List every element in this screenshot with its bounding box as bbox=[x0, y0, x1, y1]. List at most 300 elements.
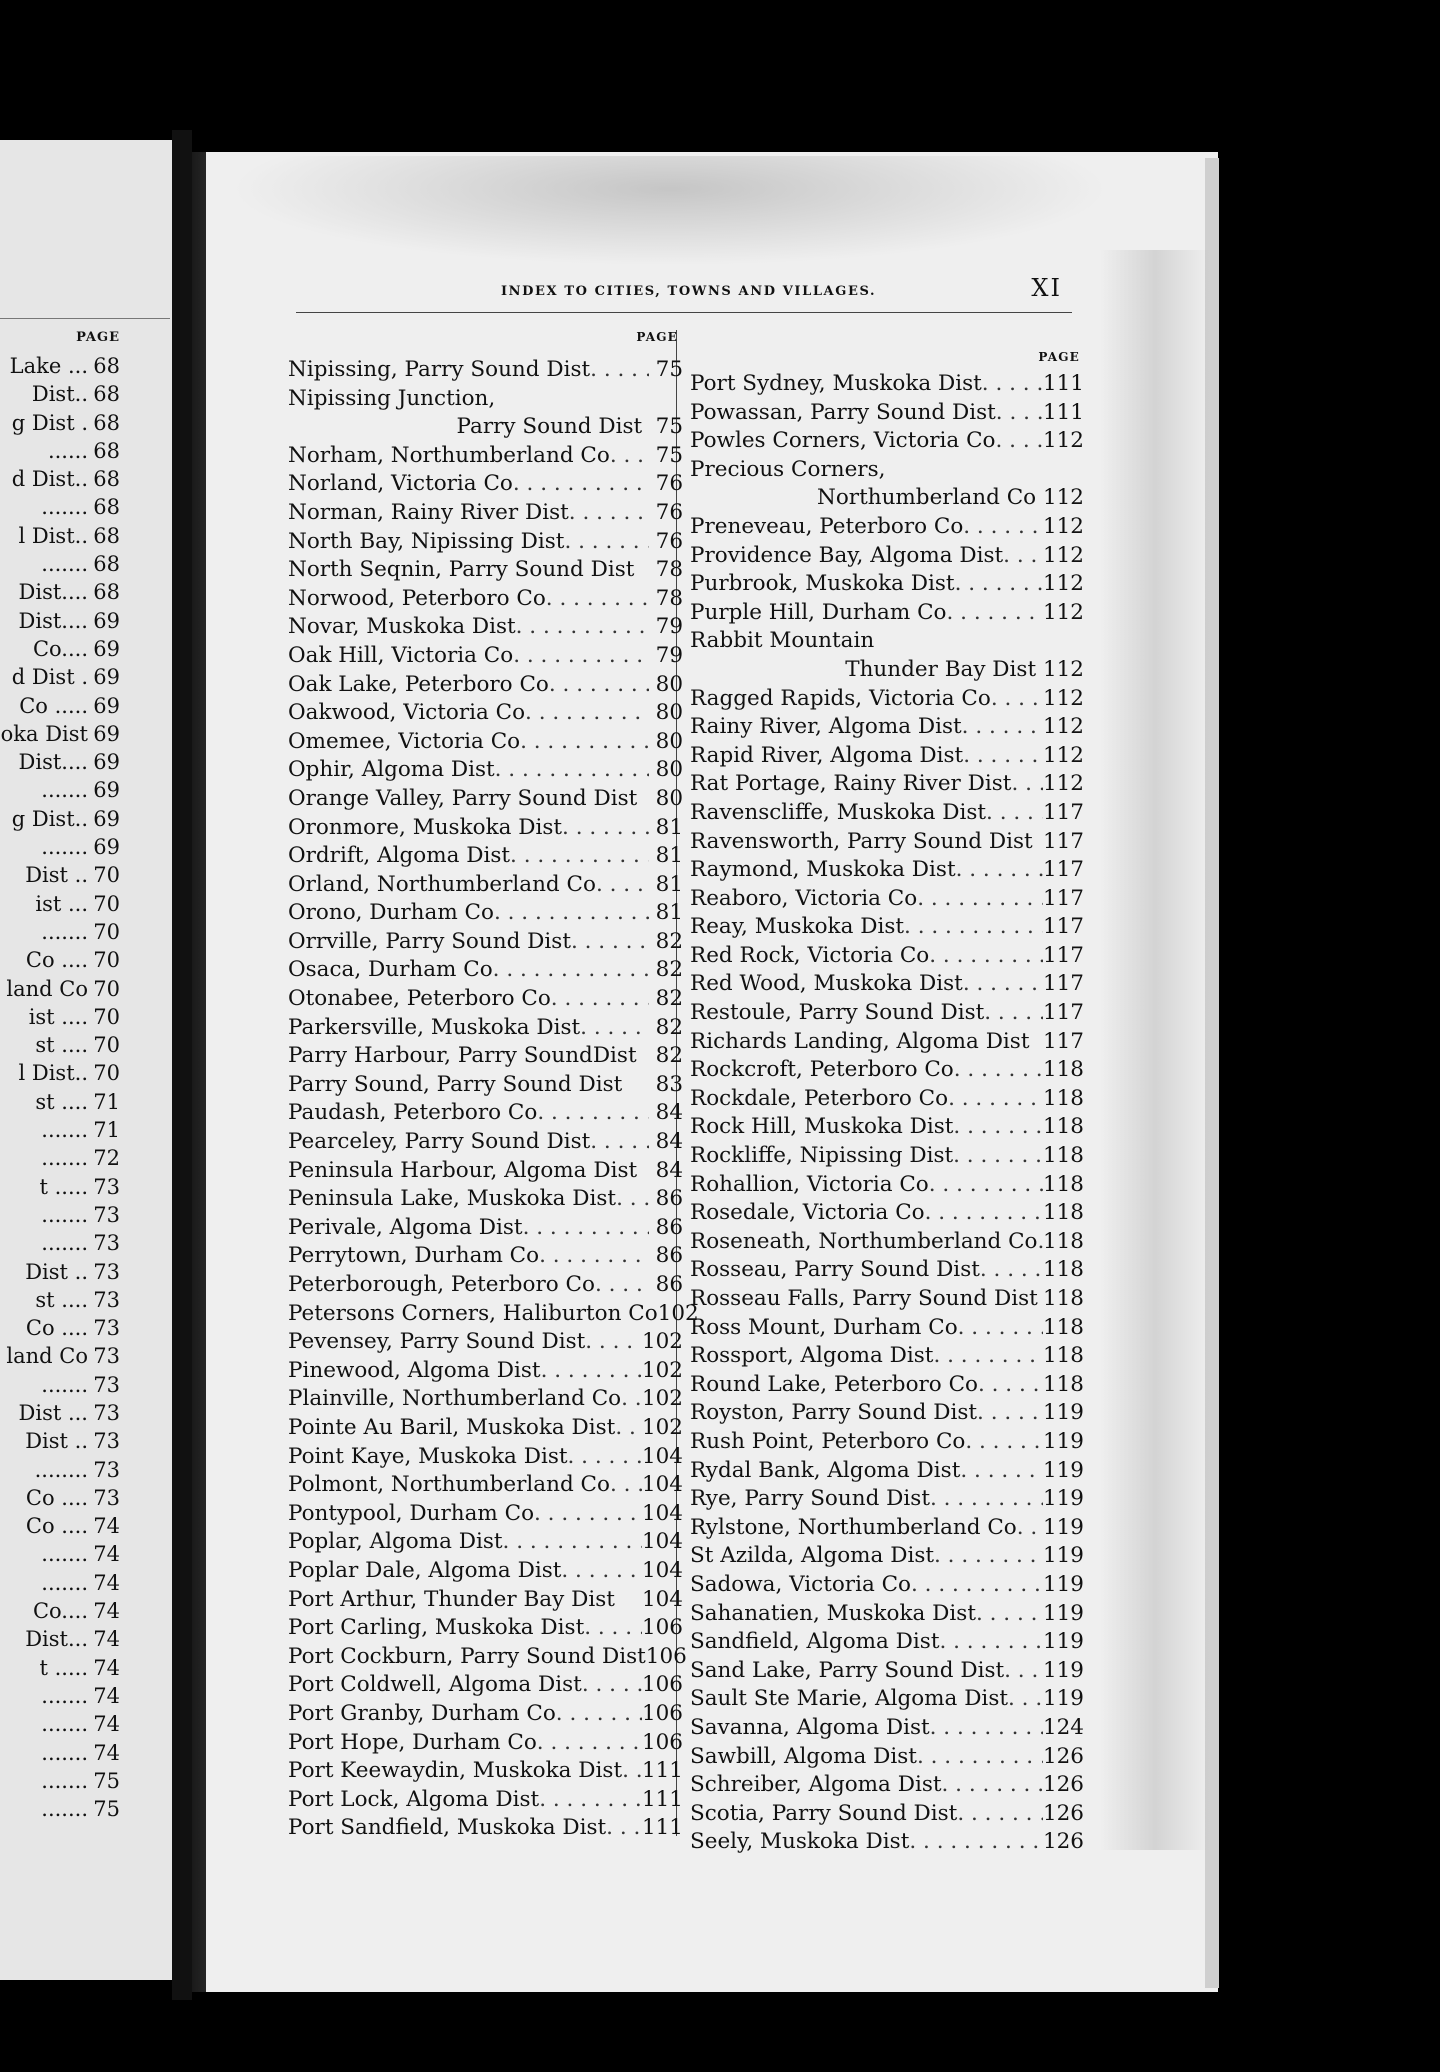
dot-leader bbox=[590, 356, 649, 385]
left-entry-page-number: 71 bbox=[93, 1089, 120, 1114]
left-entry-page-number: 69 bbox=[93, 750, 120, 775]
index-entry bbox=[288, 871, 683, 900]
entry-name: Plainville, Northumberland Co bbox=[288, 1386, 622, 1412]
left-entry-text: ....... bbox=[41, 1797, 88, 1822]
index-entry bbox=[690, 1685, 1084, 1714]
entry-name: Sand Lake, Parry Sound Dist bbox=[690, 1657, 1005, 1683]
index-entry bbox=[690, 913, 1084, 942]
entry-name: Poplar, Algoma Dist bbox=[288, 1529, 503, 1555]
entry-page-number: 119 bbox=[1042, 1457, 1084, 1483]
entry-name: Rosedale, Victoria Co bbox=[690, 1200, 925, 1226]
entry-name: Thunder Bay Dist bbox=[845, 656, 1037, 682]
index-entry bbox=[690, 1542, 1084, 1571]
entry-page-number: 117 bbox=[1042, 799, 1084, 825]
entry-page-number: 104 bbox=[641, 1500, 683, 1526]
index-entry bbox=[690, 770, 1084, 799]
left-entry-text: Dist ... bbox=[18, 1400, 88, 1425]
left-entry-text: ....... bbox=[41, 778, 88, 803]
entry-page-number: 106 bbox=[641, 1729, 683, 1755]
entry-name: Norwood, Peterboro Co bbox=[288, 585, 546, 611]
entry-page-number: 84 bbox=[655, 1129, 683, 1155]
entry-page-number: 112 bbox=[1042, 513, 1084, 539]
left-entry-text: ....... bbox=[41, 552, 88, 577]
dot-leader bbox=[929, 942, 1043, 971]
dot-leader bbox=[953, 1113, 1043, 1142]
entry-page-number: 126 bbox=[1042, 1829, 1084, 1855]
entry-name: Ragged Rapids, Victoria Co bbox=[690, 685, 991, 711]
dot-leader bbox=[537, 1729, 642, 1758]
entry-page-number: 76 bbox=[655, 471, 683, 497]
dot-leader bbox=[986, 799, 1043, 828]
left-entry-page-number: 70 bbox=[93, 1004, 120, 1029]
left-entry-page-number: 68 bbox=[93, 552, 120, 577]
left-index-entry bbox=[0, 663, 120, 691]
entry-name: Rossport, Algoma Dist bbox=[690, 1343, 934, 1369]
left-index-entry bbox=[0, 805, 120, 833]
entry-name: Norham, Northumberland Co bbox=[288, 442, 610, 468]
left-entry-text: oka Dist bbox=[0, 721, 88, 746]
left-index-entry bbox=[0, 692, 120, 720]
dot-leader bbox=[963, 970, 1043, 999]
left-index-entry bbox=[0, 1597, 120, 1625]
column-b-page-label: PAGE bbox=[1038, 350, 1080, 364]
entry-name: Pontypool, Durham Co bbox=[288, 1500, 535, 1526]
index-entry bbox=[690, 885, 1084, 914]
entry-page-number: 80 bbox=[655, 671, 683, 697]
index-entry bbox=[288, 1757, 683, 1786]
index-entry bbox=[288, 671, 683, 700]
left-entry-page-number: 69 bbox=[93, 693, 120, 718]
left-entry-page-number: 74 bbox=[93, 1542, 120, 1567]
index-entry bbox=[690, 1485, 1084, 1514]
dot-leader bbox=[622, 1757, 642, 1786]
entry-page-number: 79 bbox=[655, 642, 683, 668]
dot-leader bbox=[539, 1242, 649, 1271]
left-entry-text: Co.... bbox=[32, 636, 88, 661]
dot-leader bbox=[537, 1099, 649, 1128]
entry-page-number: 104 bbox=[641, 1443, 683, 1469]
index-entry bbox=[690, 1314, 1084, 1343]
dot-leader bbox=[917, 885, 1043, 914]
dot-leader bbox=[1017, 1514, 1043, 1543]
entry-page-number: 118 bbox=[1042, 1314, 1084, 1340]
index-entry bbox=[288, 1014, 683, 1043]
left-entry-page-number: 74 bbox=[93, 1655, 120, 1680]
index-entry bbox=[288, 1557, 683, 1586]
index-entry bbox=[690, 1800, 1084, 1829]
left-entry-page-number: 69 bbox=[93, 665, 120, 690]
left-index-entry bbox=[0, 409, 120, 437]
left-entry-page-number: 70 bbox=[93, 1061, 120, 1086]
dot-leader bbox=[930, 1485, 1043, 1514]
index-entry bbox=[288, 1700, 683, 1729]
column-a-list bbox=[288, 356, 699, 1843]
left-index-entry bbox=[0, 1116, 120, 1144]
running-title: INDEX TO CITIES, TOWNS AND VILLAGES. bbox=[501, 284, 877, 299]
left-entry-page-number: 73 bbox=[93, 1174, 120, 1199]
entry-page-number: 80 bbox=[655, 728, 683, 754]
left-entry-page-number: 68 bbox=[93, 354, 120, 378]
entry-name: Port Granby, Durham Co bbox=[288, 1700, 556, 1726]
entry-name: Paudash, Peterboro Co bbox=[288, 1100, 538, 1126]
index-entry bbox=[288, 585, 683, 614]
index-entry bbox=[690, 1113, 1084, 1142]
left-entry-page-number: 73 bbox=[93, 1202, 120, 1227]
dot-leader bbox=[984, 999, 1043, 1028]
entry-name: Schreiber, Algoma Dist bbox=[690, 1772, 942, 1798]
entry-name: Orland, Northumberland Co bbox=[288, 871, 596, 897]
entry-name: Pearceley, Parry Sound Dist bbox=[288, 1129, 591, 1155]
left-entry-page-number: 70 bbox=[93, 976, 120, 1001]
dot-leader bbox=[621, 1385, 642, 1414]
entry-page-number: 118 bbox=[1042, 1114, 1084, 1140]
left-entry-page-number: 74 bbox=[93, 1514, 120, 1539]
entry-name: Perivale, Algoma Dist bbox=[288, 1214, 523, 1240]
entry-page-number: 119 bbox=[1042, 1543, 1084, 1569]
entry-page-number: 78 bbox=[655, 585, 683, 611]
entry-page-number: 80 bbox=[655, 757, 683, 783]
left-entry-text: Lake ... bbox=[9, 354, 88, 378]
left-entry-page-number: 69 bbox=[93, 778, 120, 803]
left-entry-page-number: 75 bbox=[93, 1797, 120, 1822]
entry-name: Rohallion, Victoria Co bbox=[690, 1171, 929, 1197]
column-a-page-label: PAGE bbox=[636, 330, 678, 344]
index-entry bbox=[690, 1399, 1084, 1428]
index-entry bbox=[690, 1743, 1084, 1772]
left-entry-text: ....... bbox=[41, 1146, 88, 1171]
dot-leader bbox=[561, 1557, 642, 1586]
left-page-label: PAGE bbox=[76, 330, 120, 345]
entry-name: Port Keewaydin, Muskoka Dist bbox=[288, 1758, 623, 1784]
entry-page-number: 119 bbox=[1042, 1428, 1084, 1454]
left-entry-page-number: 74 bbox=[93, 1683, 120, 1708]
left-entry-page-number: 71 bbox=[93, 1118, 120, 1143]
entry-name: Rosseau Falls, Parry Sound Dist bbox=[690, 1286, 1038, 1311]
dot-leader bbox=[904, 913, 1043, 942]
entry-page-number: 118 bbox=[1042, 1371, 1084, 1397]
index-entry bbox=[288, 1300, 699, 1329]
entry-page-number: 104 bbox=[641, 1472, 683, 1498]
index-entry bbox=[288, 556, 683, 585]
dot-leader bbox=[595, 1271, 649, 1300]
entry-page-number: 112 bbox=[1042, 485, 1084, 511]
entry-name: Sadowa, Victoria Co bbox=[690, 1571, 911, 1597]
entry-page-number: 117 bbox=[1042, 942, 1084, 968]
entry-page-number: 106 bbox=[641, 1700, 683, 1726]
entry-page-number: 106 bbox=[645, 1643, 687, 1669]
entry-page-number: 117 bbox=[1042, 914, 1084, 940]
left-entry-page-number: 73 bbox=[93, 1457, 120, 1482]
entry-page-number: 119 bbox=[1042, 1657, 1084, 1683]
dot-leader bbox=[1011, 770, 1043, 799]
index-entry bbox=[288, 785, 683, 814]
entry-name: Savanna, Algoma Dist bbox=[690, 1714, 930, 1740]
left-entry-page-number: 68 bbox=[93, 467, 120, 492]
index-entry bbox=[288, 1185, 683, 1214]
index-entry bbox=[288, 1157, 683, 1186]
dot-leader bbox=[960, 1457, 1043, 1486]
left-entry-text: g Dist.. bbox=[11, 806, 88, 831]
entry-name: Purple Hill, Durham Co bbox=[690, 599, 947, 625]
entry-name: Oak Lake, Peterboro Co bbox=[288, 671, 549, 697]
left-entry-page-number: 68 bbox=[93, 382, 120, 407]
left-page-index-list bbox=[0, 352, 120, 1823]
left-entry-text: d Dist.. bbox=[11, 467, 88, 492]
entry-page-number: 119 bbox=[1042, 1486, 1084, 1512]
index-entry bbox=[288, 756, 683, 785]
index-entry bbox=[690, 799, 1084, 828]
left-index-entry bbox=[0, 352, 120, 380]
entry-page-number: 126 bbox=[1042, 1743, 1084, 1769]
index-entry bbox=[288, 1814, 683, 1843]
left-index-entry bbox=[0, 1569, 120, 1597]
left-entry-page-number: 69 bbox=[93, 721, 120, 746]
left-entry-page-number: 73 bbox=[93, 1231, 120, 1256]
entry-name: Richards Landing, Algoma Dist bbox=[690, 1028, 1030, 1054]
left-index-entry bbox=[0, 1456, 120, 1484]
left-entry-page-number: 74 bbox=[93, 1712, 120, 1737]
left-entry-page-number: 73 bbox=[93, 1344, 120, 1369]
entry-page-number: 118 bbox=[1042, 1057, 1084, 1083]
entry-name: Precious Corners, bbox=[690, 456, 886, 482]
dot-leader bbox=[539, 1786, 642, 1815]
entry-page-number: 112 bbox=[1042, 714, 1084, 740]
left-entry-text: Dist .. bbox=[25, 1429, 88, 1454]
entry-name: Royston, Parry Sound Dist bbox=[690, 1400, 978, 1426]
dot-leader bbox=[962, 713, 1043, 742]
index-entry bbox=[690, 1028, 1084, 1057]
dot-leader bbox=[930, 1714, 1043, 1743]
left-entry-text: st .... bbox=[35, 1033, 88, 1058]
index-entry bbox=[288, 1071, 683, 1100]
entry-page-number: 86 bbox=[655, 1214, 683, 1240]
dot-leader bbox=[911, 1571, 1043, 1600]
entry-name: Oak Hill, Victoria Co bbox=[288, 642, 514, 668]
dot-leader bbox=[606, 1814, 642, 1843]
dot-leader bbox=[596, 871, 649, 900]
dot-leader bbox=[982, 370, 1043, 399]
entry-page-number: 118 bbox=[1042, 1228, 1084, 1254]
left-entry-text: ....... bbox=[41, 835, 88, 860]
left-entry-text: Co .... bbox=[25, 1485, 88, 1510]
dot-leader bbox=[585, 1328, 642, 1357]
entry-name: Omemee, Victoria Co bbox=[288, 728, 521, 754]
left-entry-page-number: 69 bbox=[93, 806, 120, 831]
left-index-entry bbox=[0, 1540, 120, 1568]
entry-page-number: 84 bbox=[655, 1100, 683, 1126]
entry-page-number: 75 bbox=[655, 414, 683, 440]
entry-page-number: 78 bbox=[655, 557, 683, 583]
index-entry bbox=[288, 1528, 683, 1557]
index-entry bbox=[690, 713, 1084, 742]
dot-leader bbox=[948, 1085, 1043, 1114]
dot-leader bbox=[513, 470, 649, 499]
left-entry-text: land Co bbox=[6, 976, 88, 1001]
entry-page-number: 117 bbox=[1042, 828, 1084, 854]
index-entry bbox=[690, 1171, 1084, 1200]
left-index-entry bbox=[0, 493, 120, 521]
left-index-entry bbox=[0, 720, 120, 748]
dot-leader bbox=[610, 442, 649, 471]
entry-page-number: 118 bbox=[1042, 1257, 1084, 1283]
entry-name: Rat Portage, Rainy River Dist bbox=[690, 771, 1012, 797]
left-entry-text: Co .... bbox=[25, 948, 88, 973]
dot-leader bbox=[955, 570, 1043, 599]
entry-name: Port Arthur, Thunder Bay Dist bbox=[288, 1586, 615, 1612]
index-entry bbox=[288, 928, 683, 957]
entry-name: Port Sandfield, Muskoka Dist bbox=[288, 1815, 607, 1841]
left-entry-page-number: 68 bbox=[93, 495, 120, 520]
left-entry-page-number: 74 bbox=[93, 1599, 120, 1624]
left-entry-page-number: 75 bbox=[93, 1768, 120, 1793]
entry-page-number: 117 bbox=[1042, 1028, 1084, 1054]
entry-page-number: 119 bbox=[1042, 1514, 1084, 1540]
left-entry-page-number: 74 bbox=[93, 1570, 120, 1595]
left-entry-text: ....... bbox=[41, 1231, 88, 1256]
dot-leader bbox=[934, 1542, 1043, 1571]
left-index-entry bbox=[0, 1682, 120, 1710]
left-entry-text: ....... bbox=[41, 1542, 88, 1567]
entry-name: Rylstone, Northumberland Co bbox=[690, 1514, 1017, 1540]
entry-name: Scotia, Parry Sound Dist bbox=[690, 1800, 958, 1826]
left-entry-page-number: 68 bbox=[93, 438, 120, 463]
index-entry bbox=[690, 999, 1084, 1028]
dot-leader bbox=[995, 427, 1042, 456]
entry-page-number: 119 bbox=[1042, 1400, 1084, 1426]
entry-name: Perrytown, Durham Co bbox=[288, 1243, 540, 1269]
left-entry-text: ....... bbox=[41, 495, 88, 520]
entry-name: Restoule, Parry Sound Dist bbox=[690, 1000, 985, 1026]
left-index-entry bbox=[0, 1314, 120, 1342]
index-entry bbox=[288, 1214, 683, 1243]
index-entry bbox=[690, 742, 1084, 771]
dot-leader bbox=[582, 1671, 642, 1700]
entry-name: Point Kaye, Muskoka Dist bbox=[288, 1443, 568, 1469]
entry-page-number: 106 bbox=[641, 1615, 683, 1641]
dot-leader bbox=[909, 1828, 1043, 1857]
entry-page-number: 80 bbox=[655, 700, 683, 726]
entry-name: Rydal Bank, Algoma Dist bbox=[690, 1457, 961, 1483]
entry-name: Ravenscliffe, Muskoka Dist bbox=[690, 799, 987, 825]
page-header bbox=[296, 272, 1072, 313]
entry-name: Orono, Durham Co bbox=[288, 900, 494, 926]
left-index-entry bbox=[0, 1371, 120, 1399]
entry-name: Parry Harbour, Parry SoundDist bbox=[288, 1043, 637, 1069]
left-entry-text: ....... bbox=[41, 1118, 88, 1143]
entry-page-number: 104 bbox=[641, 1586, 683, 1612]
entry-name: Rabbit Mountain bbox=[690, 628, 875, 654]
left-entry-page-number: 70 bbox=[93, 919, 120, 944]
entry-name: Orrville, Parry Sound Dist bbox=[288, 928, 571, 954]
entry-name: Reaboro, Victoria Co bbox=[690, 885, 918, 911]
index-entry bbox=[690, 1514, 1084, 1543]
dot-leader bbox=[933, 1342, 1043, 1371]
left-index-entry bbox=[0, 1059, 120, 1087]
dot-leader bbox=[541, 1357, 642, 1386]
dot-leader bbox=[556, 1700, 642, 1729]
index-entry bbox=[690, 513, 1084, 542]
entry-page-number: 75 bbox=[655, 442, 683, 468]
left-index-entry bbox=[0, 1003, 120, 1031]
entry-page-number: 76 bbox=[655, 499, 683, 525]
entry-name: Port Hope, Durham Co bbox=[288, 1729, 537, 1755]
dot-leader bbox=[963, 513, 1043, 542]
left-index-entry bbox=[0, 380, 120, 408]
dot-leader bbox=[965, 1428, 1043, 1457]
entry-name: Red Wood, Muskoka Dist bbox=[690, 971, 963, 997]
entry-page-number: 117 bbox=[1042, 857, 1084, 883]
entry-name: Norland, Victoria Co bbox=[288, 471, 513, 497]
entry-name: Pevensey, Parry Sound Dist bbox=[288, 1329, 586, 1355]
index-entry bbox=[690, 970, 1084, 999]
entry-name: Novar, Muskoka Dist bbox=[288, 614, 516, 640]
entry-page-number: 119 bbox=[1042, 1571, 1084, 1597]
index-entry bbox=[288, 1586, 683, 1615]
entry-page-number: 82 bbox=[655, 986, 683, 1012]
entry-page-number: 76 bbox=[655, 528, 683, 554]
dot-leader bbox=[963, 742, 1043, 771]
entry-page-number: 80 bbox=[655, 785, 683, 811]
entry-name: Pinewood, Algoma Dist bbox=[288, 1357, 541, 1383]
entry-name: Port Sydney, Muskoka Dist bbox=[690, 371, 982, 396]
left-index-entry bbox=[0, 1286, 120, 1314]
left-entry-text: Dist... bbox=[25, 1627, 88, 1652]
entry-page-number: 102 bbox=[657, 1300, 699, 1326]
left-entry-text: ....... bbox=[41, 919, 88, 944]
entry-name: Rye, Parry Sound Dist bbox=[690, 1486, 930, 1512]
entry-name: Parry Sound Dist bbox=[456, 414, 643, 440]
index-entry bbox=[288, 728, 683, 757]
index-entry bbox=[288, 814, 683, 843]
entry-name: Rainy River, Algoma Dist bbox=[690, 714, 962, 740]
entry-page-number: 79 bbox=[655, 614, 683, 640]
entry-page-number: 117 bbox=[1042, 885, 1084, 911]
left-entry-text: ....... bbox=[41, 1372, 88, 1397]
left-entry-text: Dist.... bbox=[18, 608, 88, 633]
dot-leader bbox=[957, 1800, 1043, 1829]
index-entry bbox=[690, 1056, 1084, 1085]
page-edge bbox=[1205, 158, 1219, 1988]
dot-leader bbox=[564, 528, 649, 557]
entry-name: Poplar Dale, Algoma Dist bbox=[288, 1557, 562, 1583]
index-entry bbox=[288, 528, 683, 557]
left-entry-text: t ..... bbox=[39, 1174, 88, 1199]
index-entry-heading bbox=[690, 627, 1084, 656]
entry-name: Pointe Au Baril, Muskoka Dist bbox=[288, 1414, 616, 1440]
left-entry-page-number: 68 bbox=[93, 580, 120, 605]
entry-name: Nipissing, Parry Sound Dist bbox=[288, 357, 591, 382]
entry-page-number: 118 bbox=[1042, 1286, 1084, 1311]
entry-name: Providence Bay, Algoma Dist bbox=[690, 542, 1004, 568]
page-folio: XI bbox=[1031, 274, 1062, 302]
dot-leader bbox=[953, 1142, 1043, 1171]
left-entry-page-number: 68 bbox=[93, 523, 120, 548]
index-entry bbox=[690, 1371, 1084, 1400]
entry-name: Ordrift, Algoma Dist bbox=[288, 843, 511, 869]
dot-leader bbox=[976, 1600, 1043, 1629]
entry-name: Port Coldwell, Algoma Dist bbox=[288, 1672, 582, 1698]
left-index-entry bbox=[0, 1710, 120, 1738]
entry-page-number: 119 bbox=[1042, 1629, 1084, 1655]
left-index-entry bbox=[0, 1031, 120, 1059]
entry-page-number: 81 bbox=[655, 814, 683, 840]
dot-leader bbox=[1004, 1657, 1043, 1686]
entry-page-number: 111 bbox=[1042, 399, 1084, 425]
entry-name: Polmont, Northumberland Co bbox=[288, 1472, 610, 1498]
entry-name: Red Rock, Victoria Co bbox=[690, 942, 930, 968]
dot-leader bbox=[929, 1171, 1043, 1200]
entry-page-number: 111 bbox=[641, 1786, 683, 1812]
